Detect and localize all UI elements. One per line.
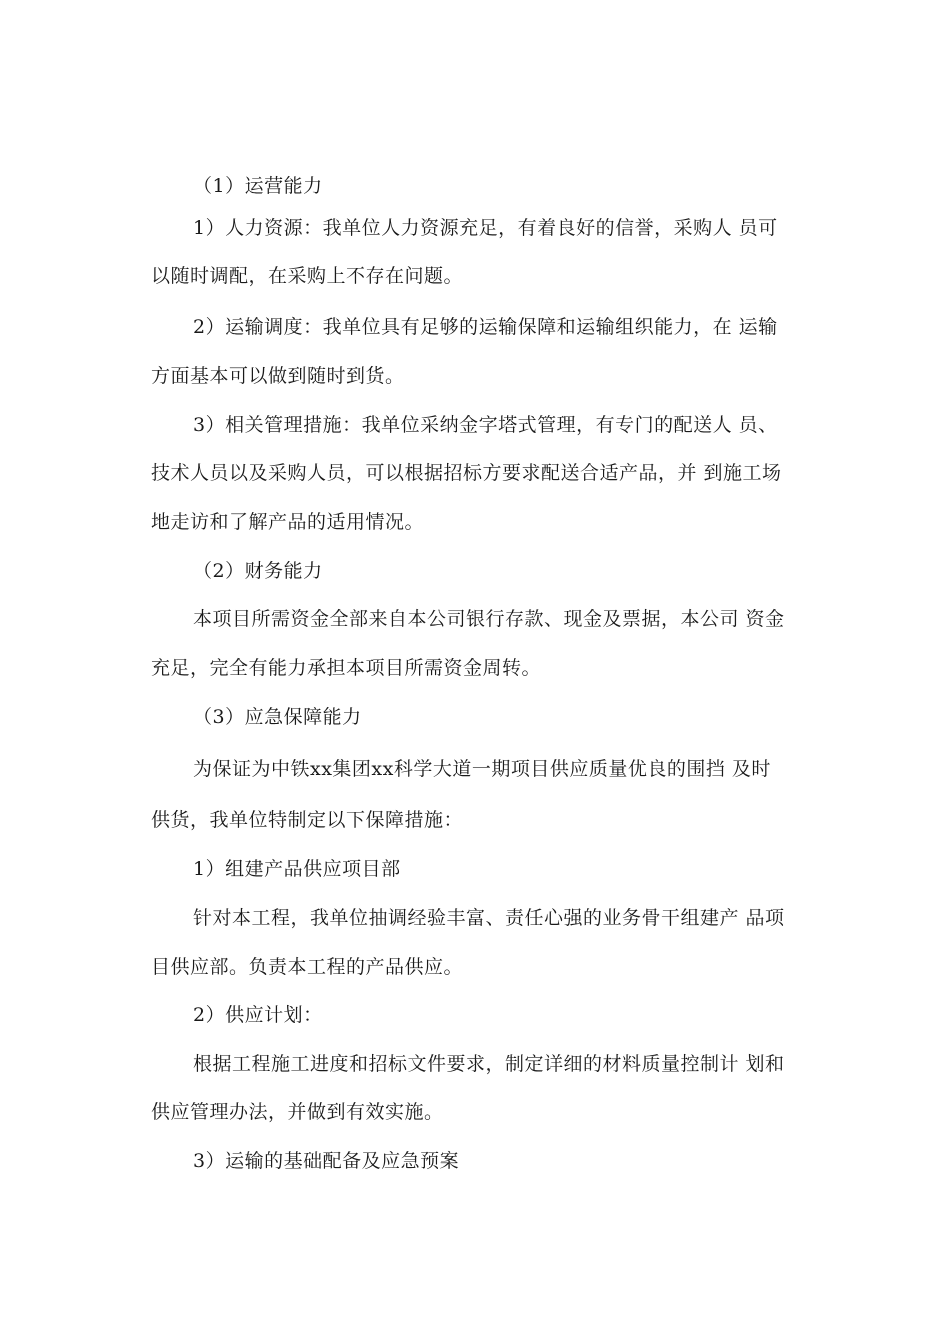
paragraph-line: 本项目所需资金全部来自本公司银行存款、现金及票据，本公司 资金 [193, 608, 785, 630]
paragraph-line: 目供应部。负责本工程的产品供应。 [151, 956, 464, 978]
paragraph-line: 以随时调配，在采购上不存在问题。 [151, 265, 464, 287]
paragraph-line: 供货，我单位特制定以下保障措施： [151, 809, 464, 831]
paragraph-line: 1）人力资源：我单位人力资源充足，有着良好的信誉，采购人 员可 [193, 217, 778, 239]
paragraph-line: 2）运输调度：我单位具有足够的运输保障和运输组织能力，在 运输 [193, 316, 778, 338]
paragraph-line: 针对本工程，我单位抽调经验丰富、责任心强的业务骨干组建产 品项 [193, 907, 785, 929]
paragraph-line: 3）运输的基础配备及应急预案 [193, 1150, 460, 1172]
paragraph-line: 地走访和了解产品的适用情况。 [151, 511, 425, 533]
section-heading-operation: （1）运营能力 [193, 175, 323, 197]
paragraph-line: 供应管理办法，并做到有效实施。 [151, 1101, 444, 1123]
paragraph-line: 根据工程施工进度和招标文件要求，制定详细的材料质量控制计 划和 [193, 1053, 785, 1075]
section-heading-finance: （2）财务能力 [193, 560, 323, 582]
paragraph-line: 2）供应计划： [193, 1004, 323, 1026]
paragraph-line: 为保证为中铁xx集团xx科学大道一期项目供应质量优良的围挡 及时 [193, 758, 771, 780]
section-heading-emergency: （3）应急保障能力 [193, 706, 362, 728]
paragraph-line: 充足，完全有能力承担本项目所需资金周转。 [151, 657, 542, 679]
paragraph-line: 1）组建产品供应项目部 [193, 858, 401, 880]
paragraph-line: 方面基本可以做到随时到货。 [151, 365, 405, 387]
paragraph-line: 技术人员以及采购人员，可以根据招标方要求配送合适产品，并 到施工场 [151, 462, 782, 484]
paragraph-line: 3）相关管理措施：我单位采纳金字塔式管理，有专门的配送人 员、 [193, 414, 778, 436]
